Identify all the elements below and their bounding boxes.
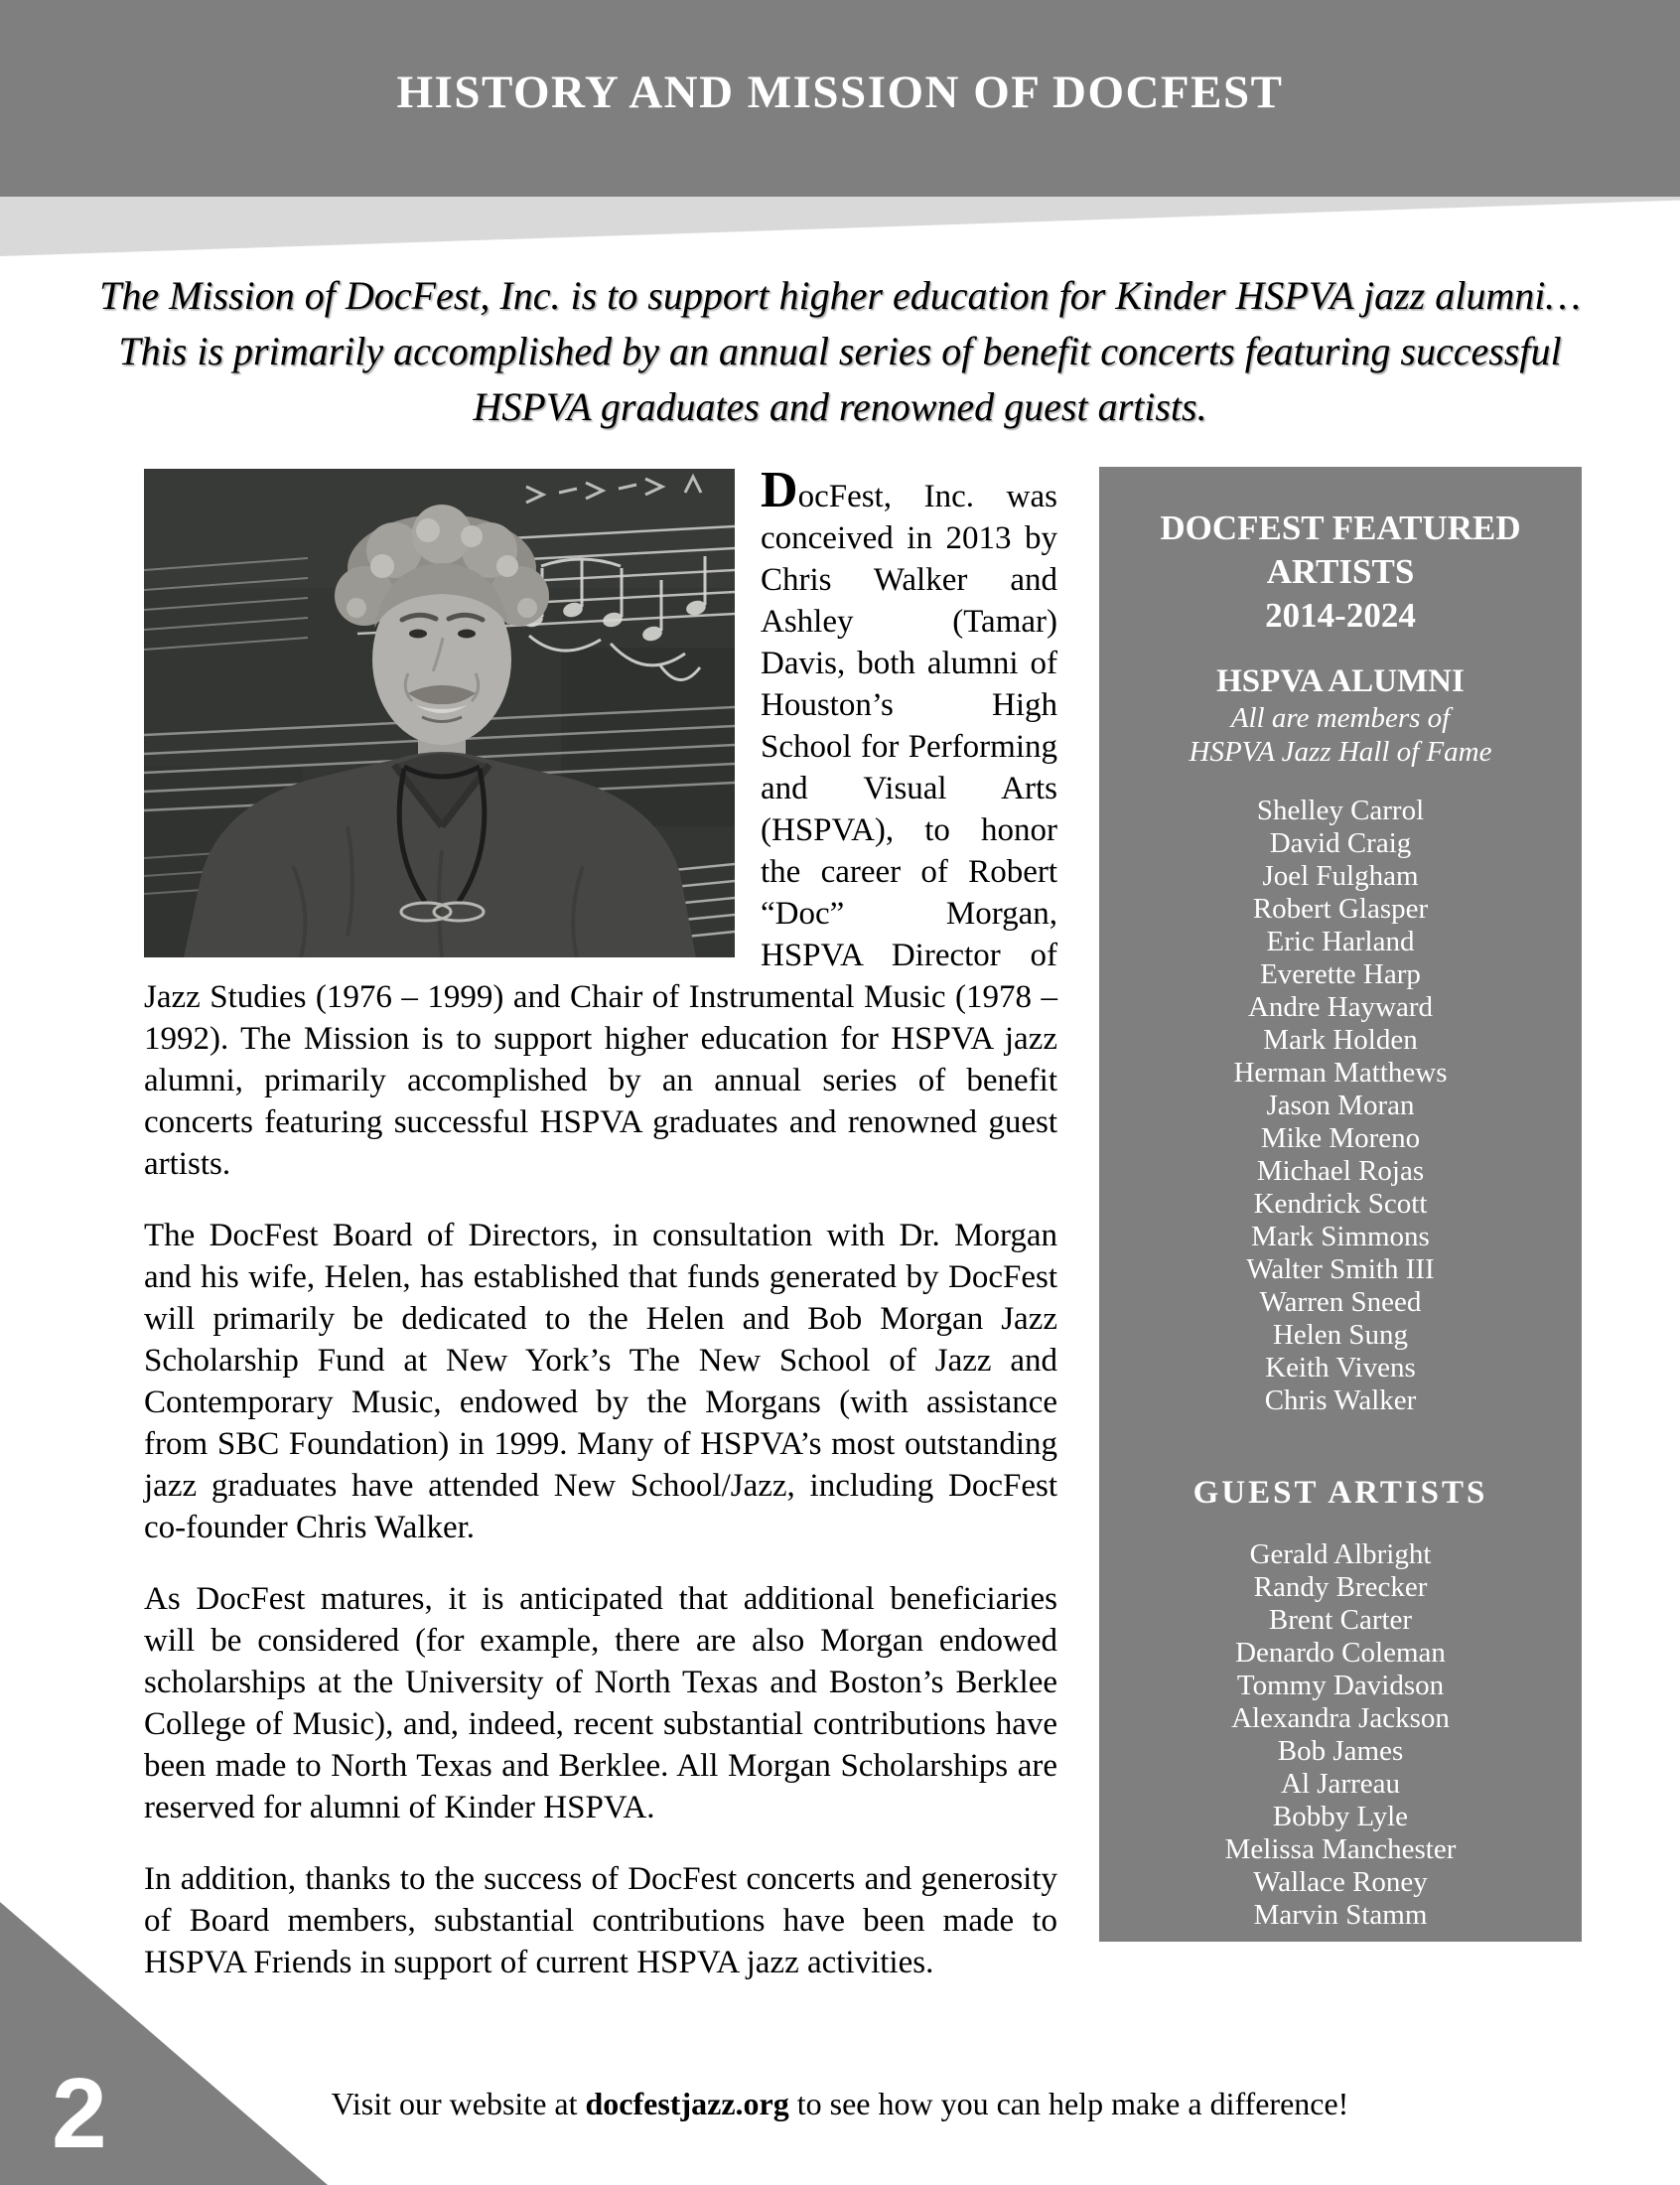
alumni-name: Joel Fulgham <box>1262 860 1419 892</box>
guest-artists-list <box>1099 1538 1582 1932</box>
guest-artist-name: Bob James <box>1277 1735 1404 1767</box>
article-paragraph-2: The DocFest Board of Directors, in consultation with Dr. Morgan and his wife, Helen, has established that funds generated by DocFest will primarily be dedicated to the Helen and Bob Morgan Jazz Scholarship Fund at New York’s The New School of Jazz and Contemporary Music, endowed by the Morgans (with assistance from SBC Foundation) in 1999. Many of HSPVA’s most outstanding jazz graduates have attended New School/Jazz, including DocFest co-founder Chris Walker. <box>144 1218 1057 1545</box>
doc-morgan-photo <box>144 469 735 957</box>
guest-artists-heading: GUEST ARTISTS <box>1192 1475 1488 1511</box>
sidebar-title-line-2: 2014-2024 <box>1265 596 1416 635</box>
header-banner <box>0 0 1680 197</box>
guest-artist-name: Al Jarreau <box>1281 1768 1400 1800</box>
guest-artist-name: Alexandra Jackson <box>1231 1702 1450 1734</box>
guest-artist-name: Melissa Manchester <box>1224 1833 1457 1865</box>
header-decorative-wedge <box>0 197 1680 256</box>
guest-artist-name: Wallace Roney <box>1253 1866 1428 1898</box>
mission-line-3: HSPVA graduates and renowned guest artists. <box>473 384 1207 429</box>
featured-artists-sidebar <box>1099 467 1582 1942</box>
guest-artist-name: Bobby Lyle <box>1272 1801 1409 1832</box>
paragraph-1-text: ocFest, Inc. was conceived in 2013 by Chris Walker and Ashley (Tamar) Davis, both alumni of Houston’s High School for Performing and Visual Arts (HSPVA), to honor the career of Robert “Doc” Morgan, HSPVA Director of Jazz Studies (1976 – 1999) and Chair of Instrumental Music (1978 – 1992). The Mission is to support higher education for HSPVA jazz alumni, primarily accomplished by an annual series of benefit concerts featuring successful HSPVA graduates and renowned guest artists. <box>144 479 1057 1182</box>
guest-artist-name: Randy Brecker <box>1253 1571 1428 1603</box>
alumni-name: Warren Sneed <box>1259 1286 1422 1318</box>
footer-text-before: Visit our website at <box>331 2086 586 2121</box>
alumni-name: Eric Harland <box>1266 926 1415 957</box>
alumni-name: Everette Harp <box>1260 958 1421 990</box>
page-title: HISTORY AND MISSION OF DOCFEST <box>396 67 1284 118</box>
alumni-name: Kendrick Scott <box>1253 1188 1428 1220</box>
alumni-name: Walter Smith III <box>1246 1253 1435 1285</box>
footer-website: docfestjazz.org <box>585 2086 789 2121</box>
footer-text-after: to see how you can help make a difference! <box>788 2086 1349 2121</box>
alumni-subtitle <box>1099 701 1582 769</box>
alumni-name: Keith Vivens <box>1265 1352 1416 1384</box>
guest-artist-name: Marvin Stamm <box>1253 1899 1428 1931</box>
footer-text <box>0 2084 1680 2123</box>
guest-artist-name: Gerald Albright <box>1249 1538 1432 1570</box>
alumni-heading: HSPVA ALUMNI <box>1216 663 1465 699</box>
alumni-name: Mike Moreno <box>1260 1122 1421 1154</box>
page-number: 2 <box>52 2058 107 2169</box>
alumni-name: Andre Hayward <box>1247 991 1433 1023</box>
alumni-name: Herman Matthews <box>1233 1057 1448 1089</box>
guest-artist-name: Brent Carter <box>1268 1604 1413 1636</box>
sidebar-title-line-1: DOCFEST FEATURED ARTISTS <box>1160 509 1521 591</box>
alumni-subtitle-line-2: HSPVA Jazz Hall of Fame <box>1189 736 1492 768</box>
alumni-name: Helen Sung <box>1272 1319 1409 1351</box>
alumni-name: Chris Walker <box>1264 1384 1417 1416</box>
alumni-name: Mark Holden <box>1263 1024 1418 1056</box>
guest-artist-name: Tommy Davidson <box>1236 1670 1445 1701</box>
mission-line-1: The Mission of DocFest, Inc. is to support higher education for Kinder HSPVA jazz alumni… <box>99 273 1581 318</box>
guest-artist-name: Denardo Coleman <box>1235 1637 1446 1669</box>
article-paragraph-3: As DocFest matures, it is anticipated that additional beneficiaries will be considered (for example, there are also Morgan endowed scholarships at the University of North Texas and Boston’s Berklee College of Music), and, indeed, recent substantial contributions have been made to North Texas and Berklee. All Morgan Scholarships are reserved for alumni of Kinder HSPVA. <box>144 1581 1057 1825</box>
article-paragraph-4: In addition, thanks to the success of DocFest concerts and generosity of Board members, substantial contributions have been made to HSPVA Friends in support of current HSPVA jazz activities. <box>144 1861 1057 1980</box>
dropcap-letter: D <box>761 462 798 518</box>
alumni-name: Michael Rojas <box>1256 1155 1425 1187</box>
article-column <box>144 462 1057 2013</box>
alumni-name: Jason Moran <box>1266 1090 1415 1121</box>
alumni-list <box>1099 795 1582 1417</box>
mission-line-2: This is primarily accomplished by an annual series of benefit concerts featuring successful <box>118 329 1562 373</box>
alumni-name: David Craig <box>1269 827 1412 859</box>
alumni-subtitle-line-1: All are members of <box>1230 702 1451 734</box>
alumni-name: Mark Simmons <box>1251 1221 1430 1252</box>
alumni-name: Robert Glasper <box>1252 893 1429 925</box>
mission-statement <box>0 268 1680 435</box>
alumni-name: Shelley Carrol <box>1256 795 1425 826</box>
sidebar-title <box>1099 507 1582 638</box>
